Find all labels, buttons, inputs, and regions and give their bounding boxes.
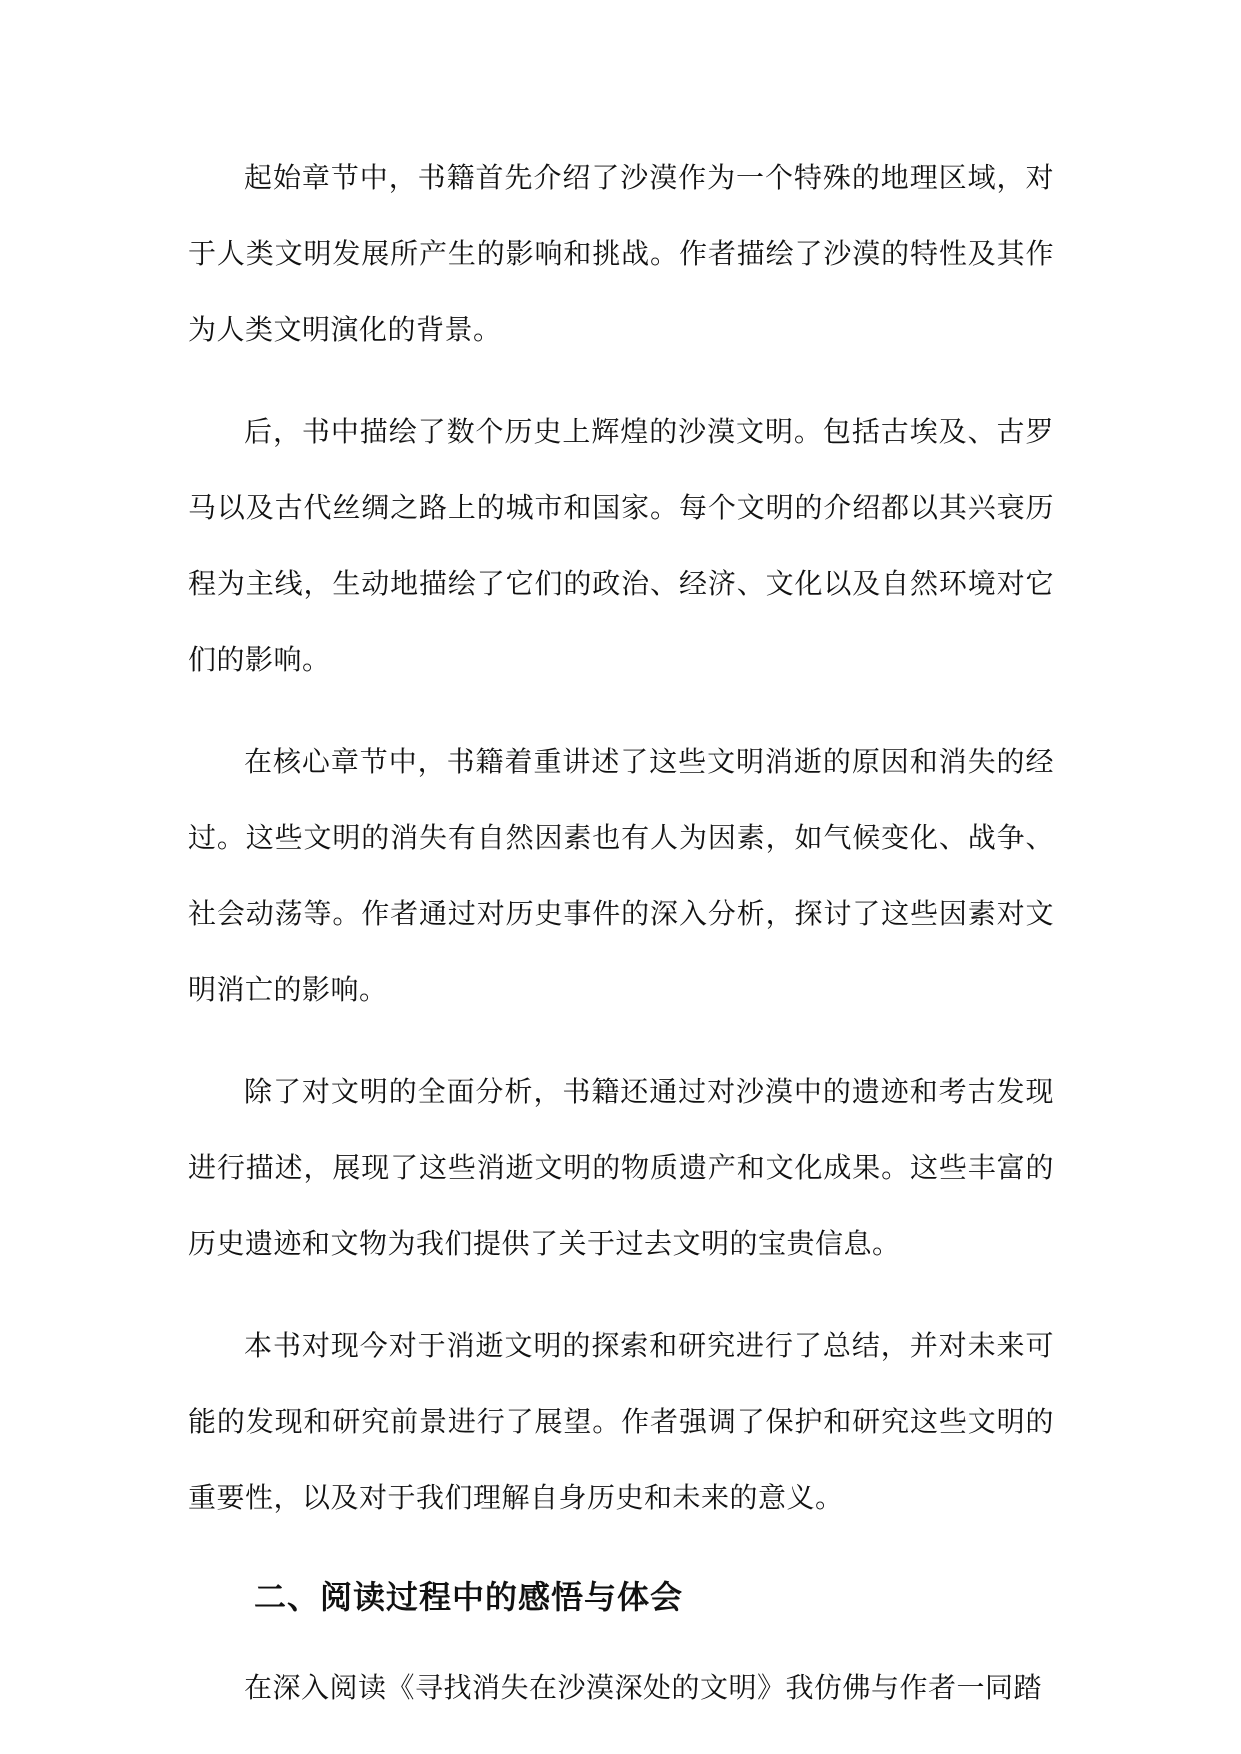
section-heading: 二、阅读过程中的感悟与体会 bbox=[254, 1578, 684, 1616]
paragraph-relics: 除了对文明的全面分析，书籍还通过对沙漠中的遗迹和考古发现进行描述，展现了这些消逝文明的物质遗产和文化成果。这些丰富的历史遗迹和文物为我们提供了关于过去文明的宝贵信息。 bbox=[188, 1075, 1054, 1260]
paragraph-summary: 本书对现今对于消逝文明的探索和研究进行了总结，并对未来可能的发现和研究前景进行了展望。作者强调了保护和研究这些文明的重要性，以及对于我们理解自身历史和未来的意义。 bbox=[188, 1329, 1054, 1514]
paragraph-reading-reflection: 在深入阅读《寻找消失在沙漠深处的文明》我仿佛与作者一同踏 bbox=[244, 1671, 1043, 1704]
document-body bbox=[188, 140, 1054, 1752]
paragraph-core-chapter: 在核心章节中，书籍着重讲述了这些文明消逝的原因和消失的经过。这些文明的消失有自然因素也有人为因素，如气候变化、战争、社会动荡等。作者通过对历史事件的深入分析，探讨了这些因素对文明消亡的影响。 bbox=[188, 745, 1054, 1006]
paragraph-intro-chapter: 起始章节中，书籍首先介绍了沙漠作为一个特殊的地理区域，对于人类文明发展所产生的影响和挑战。作者描绘了沙漠的特性及其作为人类文明演化的背景。 bbox=[188, 161, 1054, 346]
paragraph-desert-civilizations: 后，书中描绘了数个历史上辉煌的沙漠文明。包括古埃及、古罗马以及古代丝绸之路上的城市和国家。每个文明的介绍都以其兴衰历程为主线，生动地描绘了它们的政治、经济、文化以及自然环境对它们的影响。 bbox=[188, 415, 1054, 676]
